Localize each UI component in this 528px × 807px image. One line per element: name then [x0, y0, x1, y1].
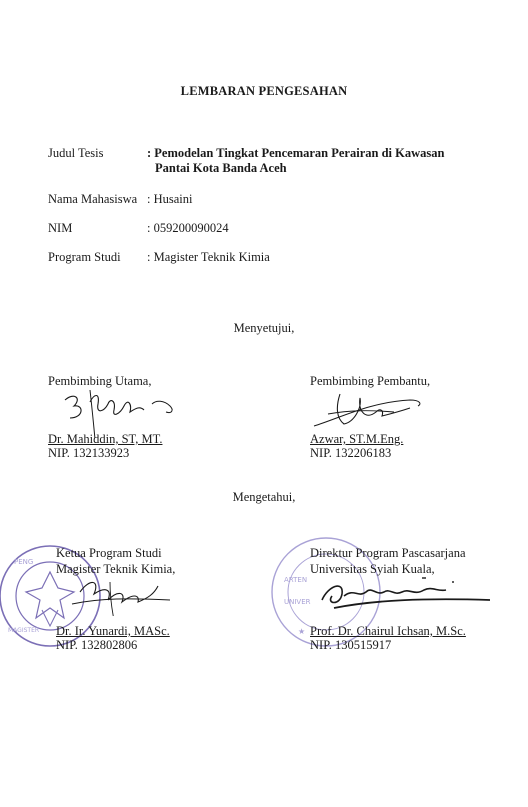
program-head-nip: NIP. 132802806 — [56, 638, 138, 652]
director-role-line2: Universitas Syiah Kuala, — [310, 562, 435, 576]
main-advisor-nip: NIP. 132133923 — [48, 446, 130, 460]
study-program-value: : Magister Teknik Kimia — [147, 250, 270, 264]
main-advisor-name: Dr. Mahiddin, ST, MT. — [48, 432, 163, 446]
director-signature — [314, 570, 494, 620]
thesis-title-value-line2: Pantai Kota Banda Aceh — [155, 161, 287, 175]
nim-value: : 059200090024 — [147, 221, 229, 235]
svg-text:PENG: PENG — [14, 558, 34, 566]
thesis-title-value-line1: : Pemodelan Tingkat Pencemaran Perairan di Kawasan — [147, 146, 445, 160]
director-name: Prof. Dr. Chairul Ichsan, M.Sc. — [310, 624, 466, 638]
svg-text:UNIVER: UNIVER — [284, 598, 311, 606]
assistant-advisor-signature — [310, 388, 440, 432]
approval-heading: Menyetujui, — [233, 321, 295, 335]
assistant-advisor-nip: NIP. 132206183 — [310, 446, 392, 460]
program-head-name: Dr. Ir. Yunardi, MASc. — [56, 624, 170, 638]
study-program-label: Program Studi — [48, 250, 121, 264]
program-head-role-line2: Magister Teknik Kimia, — [56, 562, 176, 576]
student-name-value: : Husaini — [147, 192, 193, 206]
student-name-label: Nama Mahasiswa — [48, 192, 138, 206]
assistant-advisor-role: Pembimbing Pembantu, — [310, 374, 431, 388]
program-head-signature — [70, 572, 180, 616]
svg-text:ARTEN: ARTEN — [284, 576, 308, 584]
svg-text:★: ★ — [298, 627, 306, 636]
nim-label: NIM — [48, 221, 73, 235]
main-advisor-role: Pembimbing Utama, — [48, 374, 152, 388]
svg-text:MAGISTER: MAGISTER — [8, 627, 40, 634]
director-role-line1: Direktur Program Pascasarjana — [310, 546, 466, 560]
program-head-role-line1: Ketua Program Studi — [56, 546, 162, 560]
thesis-title-label: Judul Tesis — [48, 146, 104, 160]
acknowledge-heading: Mengetahui, — [232, 490, 296, 504]
page-title: LEMBARAN PENGESAHAN — [180, 84, 348, 98]
main-advisor-signature — [60, 388, 190, 438]
director-nip: NIP. 130515917 — [310, 638, 392, 652]
assistant-advisor-name: Azwar, ST.M.Eng. — [310, 432, 404, 446]
